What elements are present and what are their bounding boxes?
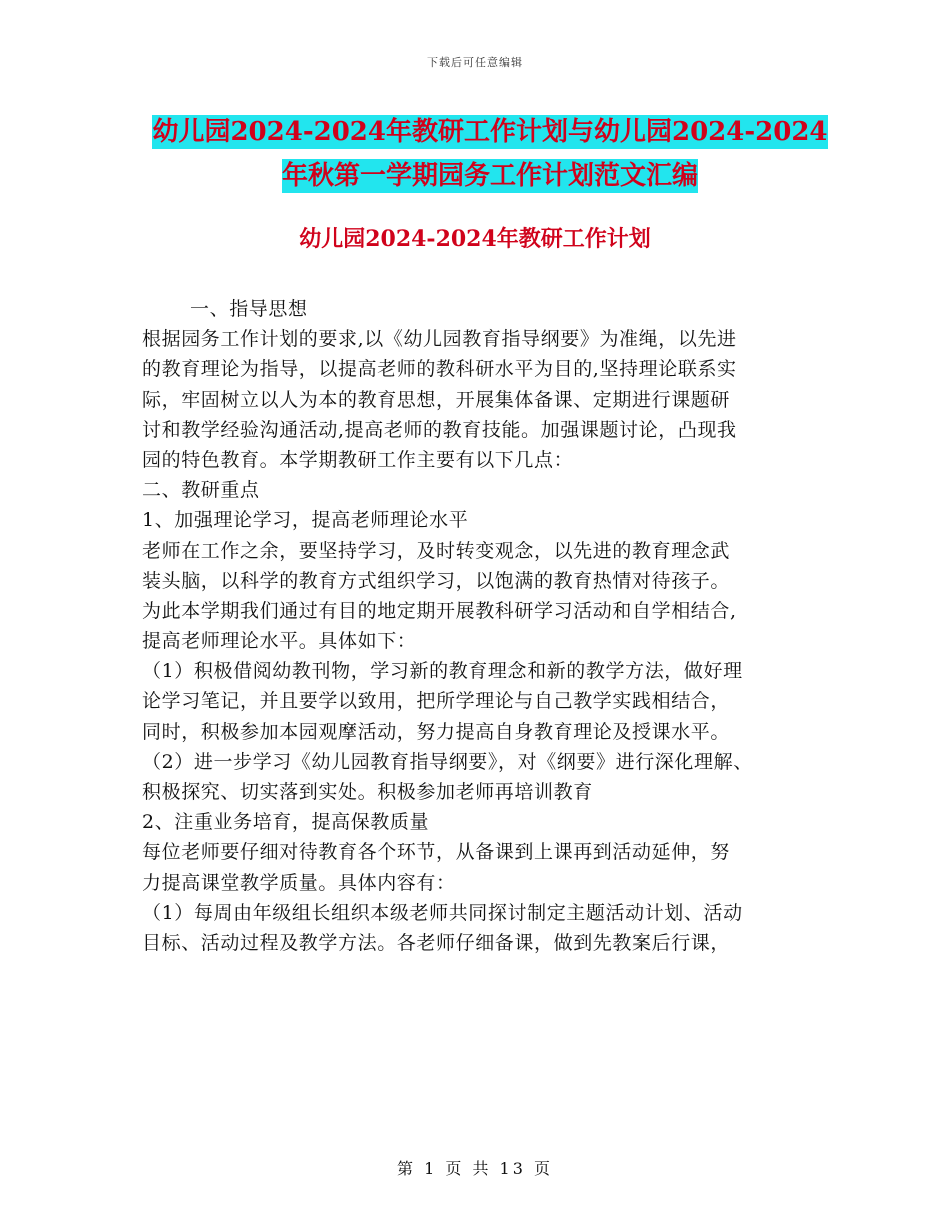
paragraph-line: 同时，积极参加本园观摩活动，努力提高自身教育理论及授课水平。: [142, 720, 731, 743]
main-title: [140, 110, 840, 198]
paragraph-line: 的教育理论为指导，以提高老师的教科研水平为目的,坚持理论联系实: [142, 358, 737, 381]
paragraph-line: 际，牢固树立以人为本的教育思想，开展集体备课、定期进行课题研: [142, 388, 731, 411]
paragraph-line: 园的特色教育。本学期教研工作主要有以下几点：: [142, 448, 574, 471]
section-title: 幼儿园2024-2024年教研工作计划: [299, 226, 651, 252]
main-title-line-1: 幼儿园2024-2024年教研工作计划与幼儿园2024-2024: [152, 117, 828, 147]
page-number: 第 1 页 共 13 页: [397, 1159, 553, 1178]
heading-research-focus: 二、教研重点: [142, 479, 260, 502]
paragraph-line: 为此本学期我们通过有目的地定期开展教科研学习活动和自学相结合,: [142, 599, 737, 622]
paragraph-line: 装头脑，以科学的教育方式组织学习，以饱满的教育热情对待孩子。: [142, 569, 731, 592]
subheading-theory-study: 1、加强理论学习，提高老师理论水平: [142, 509, 469, 532]
heading-guiding-thought: 一、指导思想: [190, 298, 308, 320]
paragraph-line: 老师在工作之余，要坚持学习，及时转变观念，以先进的教育理念武: [142, 539, 731, 562]
list-item-line: （2）进一步学习《幼儿园教育指导纲要》，对《纲要》进行深化理解、: [142, 750, 753, 773]
paragraph-line: 提高老师理论水平。具体如下：: [142, 630, 417, 653]
paragraph-line: 积极探究、切实落到实处。积极参加老师再培训教育: [142, 781, 593, 803]
subheading-business-training: 2、注重业务培育，提高保教质量: [142, 811, 430, 834]
paragraph-line: 论学习笔记，并且要学以致用，把所学理论与自己教学实践相结合，: [142, 690, 731, 713]
paragraph-line: 根据园务工作计划的要求,以《幼儿园教育指导纲要》为准绳，以先进: [142, 328, 737, 351]
paragraph-line: 力提高课堂教学质量。具体内容有：: [142, 871, 456, 894]
main-title-line-2: 年秋第一学期园务工作计划范文汇编: [281, 161, 698, 191]
list-item-line: （1）每周由年级组长组织本级老师共同探讨制定主题活动计划、活动: [142, 901, 743, 924]
paragraph-line: 讨和教学经验沟通活动,提高老师的教育技能。加强课题讨论，凸现我: [142, 418, 737, 441]
list-item-line: （1）积极借阅幼教刊物，学习新的教育理念和新的教学方法，做好理: [142, 660, 743, 683]
header-note: 下载后可任意编辑: [427, 56, 523, 69]
paragraph-line: 每位老师要仔细对待教育各个环节，从备课到上课再到活动延伸，努: [142, 841, 731, 864]
document-body: [142, 294, 822, 958]
paragraph-line: 目标、活动过程及教学方法。各老师仔细备课，做到先教案后行课，: [142, 931, 731, 954]
